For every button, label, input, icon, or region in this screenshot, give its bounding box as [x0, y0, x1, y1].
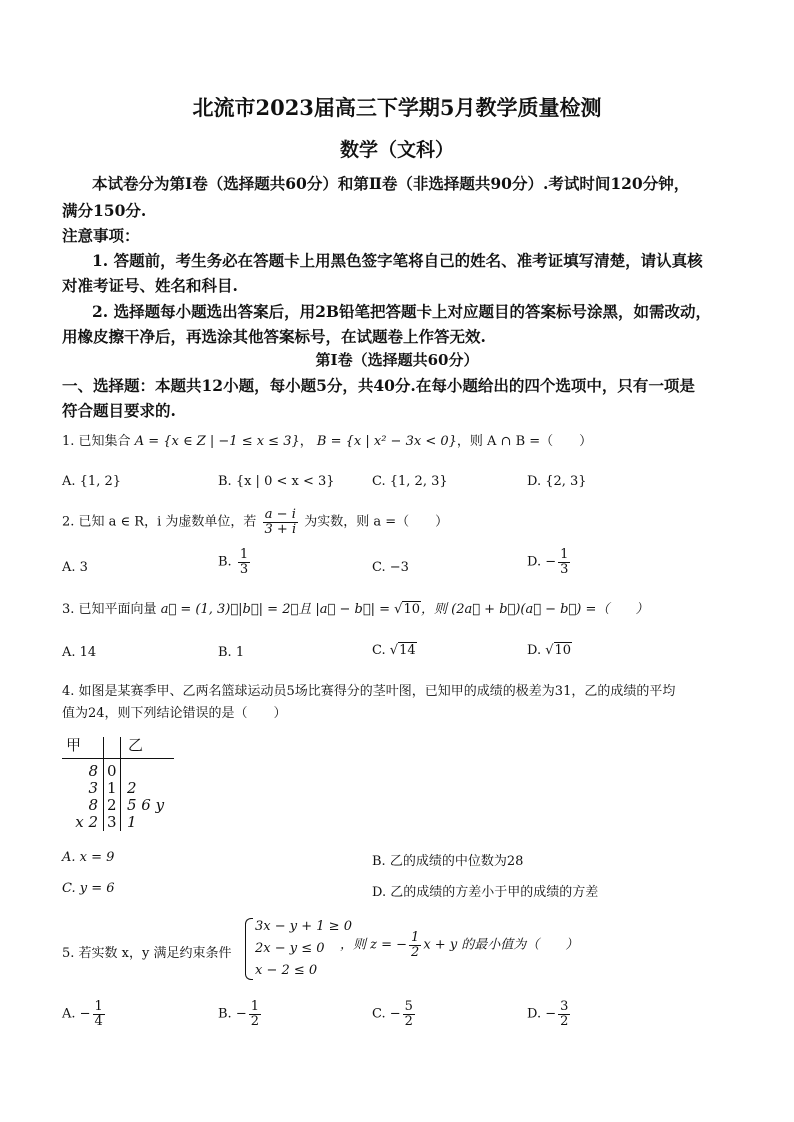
q5-option-a-label: A. −: [62, 1006, 91, 1022]
q2-option-b-num: 1: [239, 547, 249, 562]
q2-option-b: [218, 548, 252, 576]
q5-z-frac: [409, 931, 421, 959]
q3-stem: [62, 598, 648, 617]
q3-option-c-radicand: 14: [399, 643, 416, 658]
part1-heading: 第Ⅰ卷（选择题共60分）: [315, 351, 479, 369]
q5-option-d-label: D. −: [527, 1006, 557, 1022]
q5-objective: [340, 931, 578, 959]
stemleaf-row-4-left: x 2: [75, 813, 98, 831]
q3-option-c-label: C.: [372, 643, 386, 658]
q5-option-a-num: 1: [94, 999, 103, 1014]
q3-option-c: [372, 643, 417, 658]
exam-subtitle: 数学（文科）: [339, 139, 454, 161]
q4-line-2: 值为24，则下列结论错误的是（ ）: [62, 706, 287, 721]
q2-stem: [62, 508, 448, 536]
q3-a-eq: a⃗ = (1, 3): [160, 602, 231, 617]
section-line-2: 符合题目要求的.: [62, 401, 176, 420]
stemleaf-row-4-stem: 3: [107, 813, 117, 831]
q5-constraint-2: 2x − y ≤ 0: [255, 941, 325, 956]
q1-sep: ，: [299, 434, 313, 449]
q3-option-d-sqrt: √10: [545, 643, 572, 658]
stemleaf-row-1-stem: 0: [107, 762, 117, 780]
q1-option-b: B. {x | 0 < x < 3}: [218, 474, 335, 489]
stemleaf-header-rule: [62, 758, 174, 759]
q2-pre: 2. 已知 a ∈ R，i 为虚数单位，若: [62, 514, 257, 530]
q5-option-b-num: 1: [250, 999, 259, 1014]
q1-option-c: C. {1, 2, 3}: [372, 474, 448, 489]
stemleaf-row-3-left: 8: [88, 796, 98, 814]
q5-z-num: 1: [411, 930, 420, 945]
q2-option-d-label: D. −: [527, 554, 557, 570]
q3-option-c-sqrt: √14: [389, 643, 416, 658]
q5-option-b-label: B. −: [218, 1006, 247, 1022]
q5-option-a-den: 4: [94, 1013, 103, 1029]
q5-option-d-den: 2: [560, 1013, 569, 1029]
q5-option-c: [372, 1000, 417, 1028]
q1-option-d: D. {2, 3}: [527, 474, 587, 489]
q5-option-a: [62, 1000, 107, 1028]
intro-line-2: 满分150分.: [62, 201, 147, 220]
q4-option-c: C. y = 6: [62, 881, 115, 896]
intro-line-1: 本试卷分为第Ⅰ卷（选择题共60分）和第Ⅱ卷（非选择题共90分）.考试时间120分钟，: [92, 174, 690, 193]
q5-option-d-frac: [558, 1000, 570, 1028]
q2-option-d-num: 1: [560, 547, 569, 562]
q3-post: ，则 (2a⃗ + b⃗)(a⃗ − b⃗) =（ ）: [421, 602, 649, 617]
notes-label: 注意事项：: [62, 226, 140, 245]
q4-option-a: A. x = 9: [62, 850, 115, 865]
exam-title: 北流市2023届高三下学期5月教学质量检测: [192, 95, 602, 120]
q3-option-d-radicand: 10: [554, 643, 572, 658]
q1-option-a: A. {1, 2}: [62, 474, 122, 489]
q3-pre: 3. 已知平面向量: [62, 602, 157, 617]
q2-frac-den: 3 + i: [264, 521, 297, 537]
q3-option-a: A. 14: [62, 645, 97, 660]
stemleaf-left-header: 甲: [66, 736, 82, 754]
note-2-line-2: 用橡皮擦干净后，再选涂其他答案标号，在试题卷上作答无效.: [62, 327, 486, 346]
q3-option-d-label: D.: [527, 643, 542, 658]
q5-constraint-3: x − 2 ≤ 0: [255, 963, 318, 978]
q1-pre: 1. 已知集合: [62, 434, 131, 449]
q5-z-den: 2: [411, 944, 420, 960]
q4-line-1: 4. 如图是某赛季甲、乙两名篮球运动员5场比赛得分的茎叶图，已知甲的成绩的极差为31，乙的成绩的平均: [62, 684, 676, 699]
q2-fraction: [263, 508, 299, 536]
q5-constraint-1: 3x − y + 1 ≥ 0: [255, 919, 352, 934]
q5-option-b: [218, 1000, 263, 1028]
stemleaf-row-1-left: 8: [88, 762, 98, 780]
q4-option-b: B. 乙的成绩的中位数为28: [372, 854, 524, 869]
q2-option-b-label: B.: [218, 554, 232, 570]
stemleaf-divider-right: [120, 737, 121, 831]
q2-option-a: A. 3: [62, 560, 88, 575]
stemleaf-row-3-stem: 2: [107, 796, 117, 814]
q1-stem: [62, 430, 592, 449]
note-1-line-2: 对准考证号、姓名和科目.: [62, 276, 238, 295]
stemleaf-right-header: 乙: [128, 736, 144, 754]
q3-sqrt-10-radicand: 10: [403, 602, 421, 617]
q1-post: ，则 A ∩ B =（ ）: [456, 434, 593, 449]
q5-option-c-label: C. −: [372, 1006, 401, 1022]
q5-mid: ，则 z = −: [340, 937, 408, 953]
q5-option-d: [527, 1000, 572, 1028]
q5-option-c-num: 5: [404, 999, 413, 1014]
q1-set-a: A = {x ∈ Z | −1 ≤ x ≤ 3}: [134, 434, 300, 449]
q5-constraint-system: [243, 916, 352, 982]
q2-option-b-frac: [238, 548, 250, 576]
q5-post: x + y 的最小值为（ ）: [423, 937, 579, 953]
q2-option-d: [527, 548, 572, 576]
stemleaf-divider-left: [103, 737, 104, 831]
q3-option-d: [527, 643, 572, 658]
q2-option-d-frac: [558, 548, 570, 576]
q5-pre: 5. 若实数 x，y 满足约束条件: [62, 946, 232, 961]
q3-b-eq: ，|b⃗| = 2，且 |a⃗ − b⃗| =: [230, 602, 391, 617]
q2-option-c: C. −3: [372, 560, 409, 575]
q5-option-b-frac: [249, 1000, 261, 1028]
q2-option-b-den: 3: [239, 561, 249, 577]
q2-option-d-den: 3: [560, 561, 569, 577]
stemleaf-row-3-right: 5 6 y: [127, 796, 165, 814]
q3-option-b: B. 1: [218, 645, 245, 660]
stemleaf-row-2-stem: 1: [107, 779, 117, 797]
q5-option-c-frac: [403, 1000, 415, 1028]
q5-option-d-num: 3: [560, 999, 569, 1014]
note-2-line-1: 2. 选择题每小题选出答案后，用2B铅笔把答题卡上对应题目的答案标号涂黑，如需改动，: [92, 302, 711, 321]
q3-sqrt-10: √10: [394, 602, 421, 617]
stemleaf-row-2-right: 2: [127, 779, 137, 797]
q4-option-d: D. 乙的成绩的方差小于甲的成绩的方差: [372, 885, 599, 900]
q1-set-b: B = {x | x² − 3x < 0}: [316, 434, 457, 449]
q5-option-a-frac: [93, 1000, 105, 1028]
note-1-line-1: 1. 答题前，考生务必在答题卡上用黑色签字笔将自己的姓名、准考证填写清楚，请认真核: [92, 251, 703, 270]
q2-post: 为实数，则 a =（ ）: [304, 514, 449, 530]
section-line-1: 一、选择题：本题共12小题，每小题5分，共40分.在每小题给出的四个选项中，只有一项是: [62, 376, 695, 395]
q5-option-c-den: 2: [404, 1013, 413, 1029]
stemleaf-row-2-left: 3: [88, 779, 98, 797]
q2-frac-num: a − i: [263, 508, 299, 523]
q5-option-b-den: 2: [250, 1013, 259, 1029]
stemleaf-row-4-right: 1: [127, 813, 137, 831]
